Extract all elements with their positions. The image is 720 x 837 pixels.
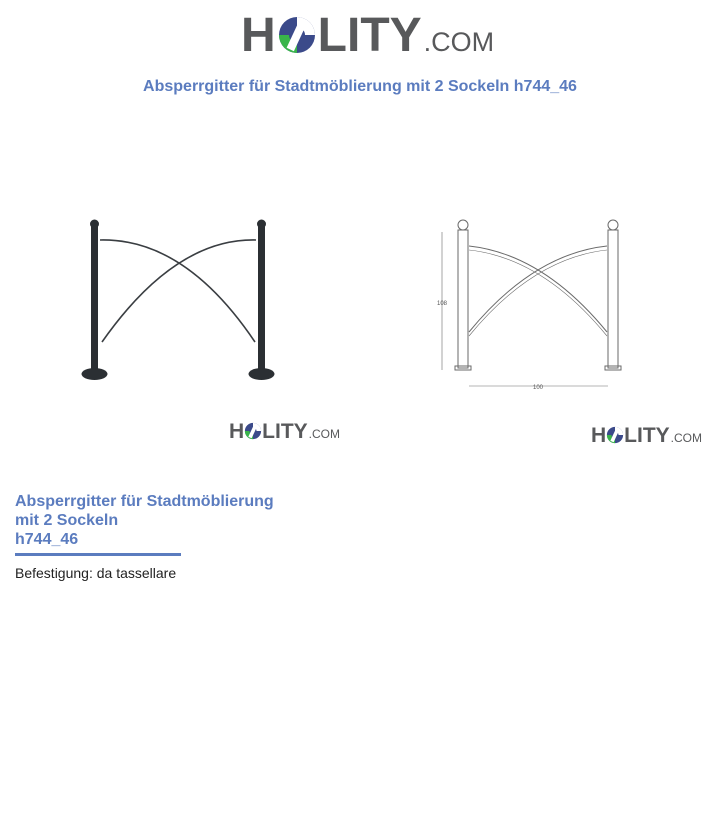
technical-drawing xyxy=(433,214,633,394)
photo-logo: H LITY .COM xyxy=(229,420,341,443)
header-logo[interactable] xyxy=(241,8,494,68)
product-photo xyxy=(75,214,285,386)
logo-com: .COM xyxy=(423,27,495,57)
product-title xyxy=(15,492,315,549)
logo-o-icon xyxy=(244,422,262,440)
logo-text: H LITY xyxy=(241,9,422,62)
product-code: h744_46 xyxy=(15,531,79,548)
page-title: Absperrgitter für Stadtmöblierung mit 2 Sockeln h744_46 xyxy=(143,78,577,95)
dim-height: 108 xyxy=(437,301,448,307)
spec-value: da tassellare xyxy=(96,565,177,581)
product-title-line: mit 2 Sockeln xyxy=(15,512,119,529)
logo-o-icon xyxy=(606,426,624,444)
spec-label: Befestigung: xyxy=(15,565,93,581)
spec-row xyxy=(15,565,176,581)
title-divider xyxy=(15,553,181,556)
dim-width: 100 xyxy=(533,385,544,391)
drawing-logo: H LITY .COM xyxy=(591,424,703,447)
logo-o-icon xyxy=(277,15,317,55)
product-title-line: Absperrgitter für Stadtmöblierung xyxy=(15,493,274,510)
